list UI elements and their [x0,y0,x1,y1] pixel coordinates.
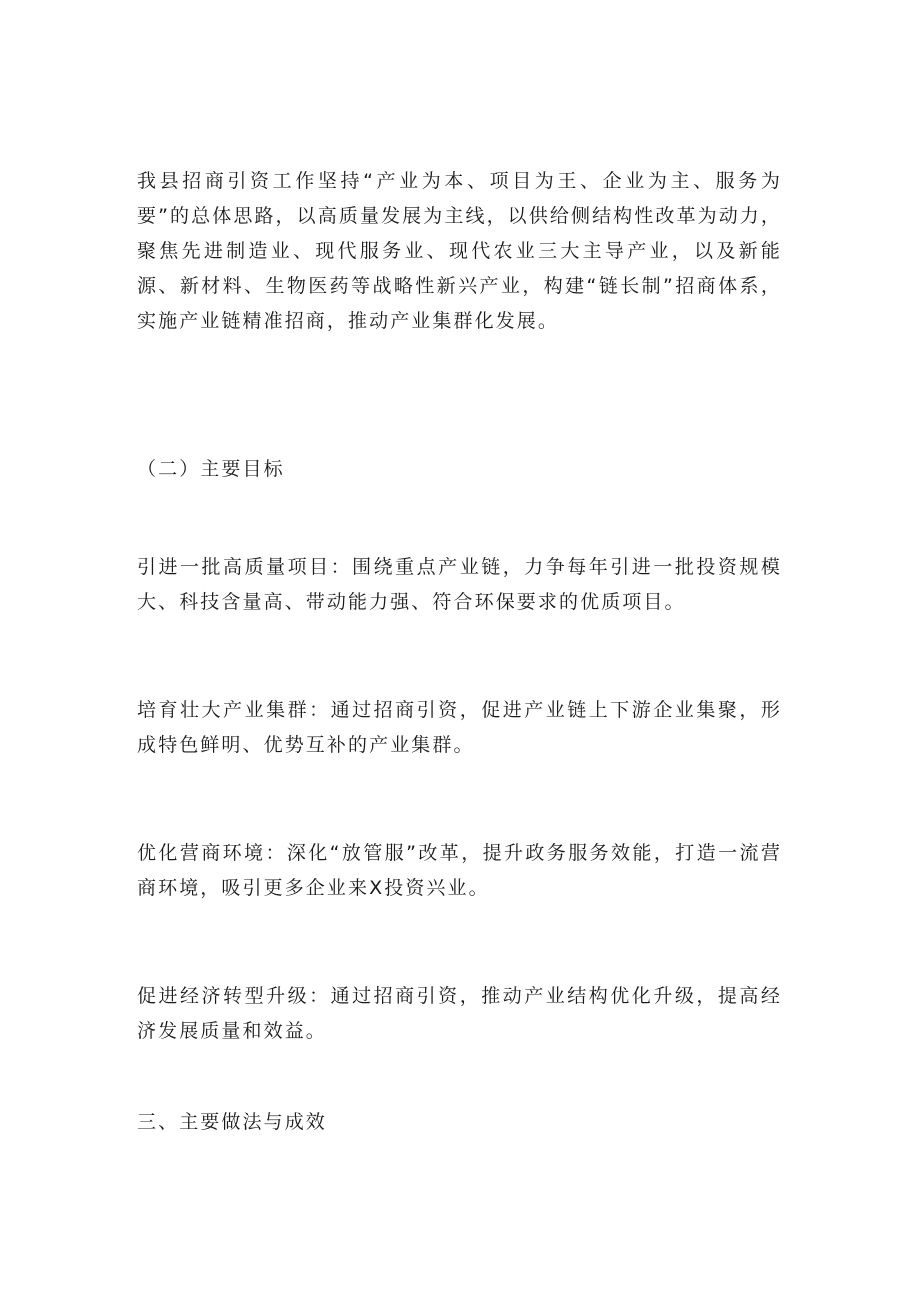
intro-paragraph: 我县招商引资工作坚持“产业为本、项目为王、企业为主、服务为要”的总体思路，以高质量发展为主线，以供给侧结构性改革为动力，聚焦先进制造业、现代服务业、现代农业三大主导产业，以及新能源、新材料、生物医药等战略性新兴产业，构建“链长制”招商体系，实施产业链精准招商，推动产业集群化发展。 [137,170,782,332]
subheading-main-goals: （二）主要目标 [137,458,285,480]
goal-paragraph-business-environment: 优化营商环境：深化“放管服”改革，提升政务服务效能，打造一流营商环境，吸引更多企业来X投资兴业。 [137,842,782,899]
goal-paragraph-economic-upgrade: 促进经济转型升级：通过招商引资，推动产业结构优化升级，提高经济发展质量和效益。 [137,985,782,1042]
section-heading-practices: 三、主要做法与成效 [137,1111,327,1133]
goal-paragraph-clusters: 培育壮大产业集群：通过招商引资，促进产业链上下游企业集聚，形成特色鲜明、优势互补的产业集群。 [137,699,782,756]
goal-paragraph-projects: 引进一批高质量项目：围绕重点产业链，力争每年引进一批投资规模大、科技含量高、带动能力强、符合环保要求的优质项目。 [137,556,782,613]
